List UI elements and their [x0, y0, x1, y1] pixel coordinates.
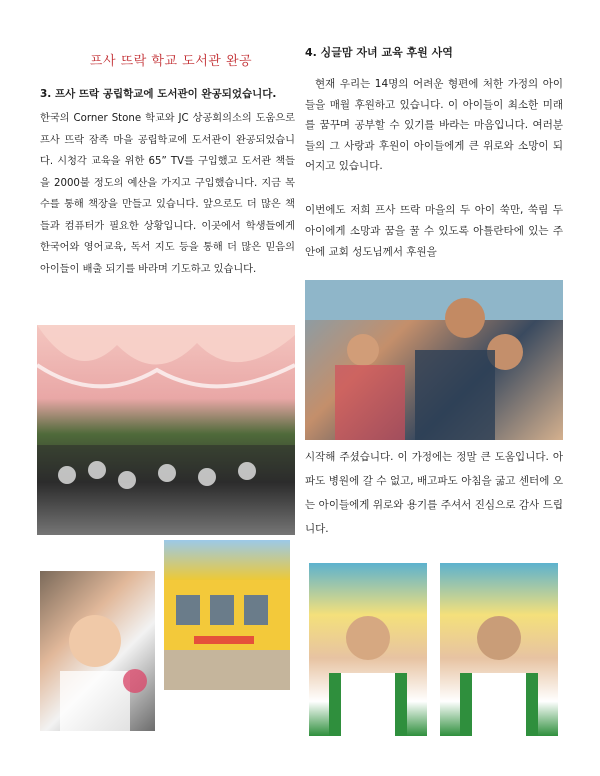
page-title: 프사 뜨락 학교 도서관 완공 — [89, 54, 253, 69]
section-4-heading: 4. 싱글맘 자녀 교육 후원 사역 — [305, 46, 453, 59]
child-photo-2 — [440, 563, 558, 736]
library-paragraph: 한국의 Corner Stone 학교와 JC 상공회의소의 도움으로 프사 뜨락 잠족 마을 공립학교에 도서관이 완공되었습니다. 시청각 교육을 위한 65” TV를 구입했고 도서관 책들을 2000불 정도의 예산을 가지고 구입했습니다. 지금 목수를 통해 책장을 만들고 있습니다. 앞으로도 더 많은 책들과 컴퓨터가 필요한 상황입니다. 이곳에서 학생들에게 한국어와 영어교육, 독서 지도 등을 통해 더 많은 믿음의 아이들이 배출 되기를 바라며 기도하고 있습니다. — [40, 113, 295, 275]
support-paragraph-2: 이번에도 저희 프사 뜨락 마을의 두 아이 쑥만, 쑥림 두 아이에게 소망과 꿈을 꿀 수 있도록 아틀란타에 있는 주안에 교회 성도님께서 후원을 — [305, 204, 563, 258]
library-building-photo — [164, 540, 290, 690]
library-ceremony-photo — [37, 325, 295, 535]
support-paragraph-1: 현재 우리는 14명의 어려운 형편에 처한 가정의 아이들을 매월 후원하고 있습니다. 이 아이들이 최소한 미래를 꿈꾸며 공부할 수 있기를 바라는 마음입니다. 여러분들의 그 사랑과 후원이 아이들에게 큰 위로와 소망이 되어지고 있습니다. — [305, 78, 563, 172]
child-photo-1 — [309, 563, 427, 736]
single-mother-family-photo — [305, 280, 563, 440]
section-3-heading: 3. 프사 뜨락 공립학교에 도서관이 완공되었습니다. — [40, 88, 277, 100]
man-with-flowers-photo — [40, 571, 155, 731]
support-paragraph-3: 시작해 주셨습니다. 이 가정에는 정말 큰 도움입니다. 아파도 병원에 갈 수 없고, 배고파도 아침을 굶고 센터에 오는 아이들에게 위로와 용기를 주셔서 진심으로 감사 드립니다. — [305, 451, 563, 535]
